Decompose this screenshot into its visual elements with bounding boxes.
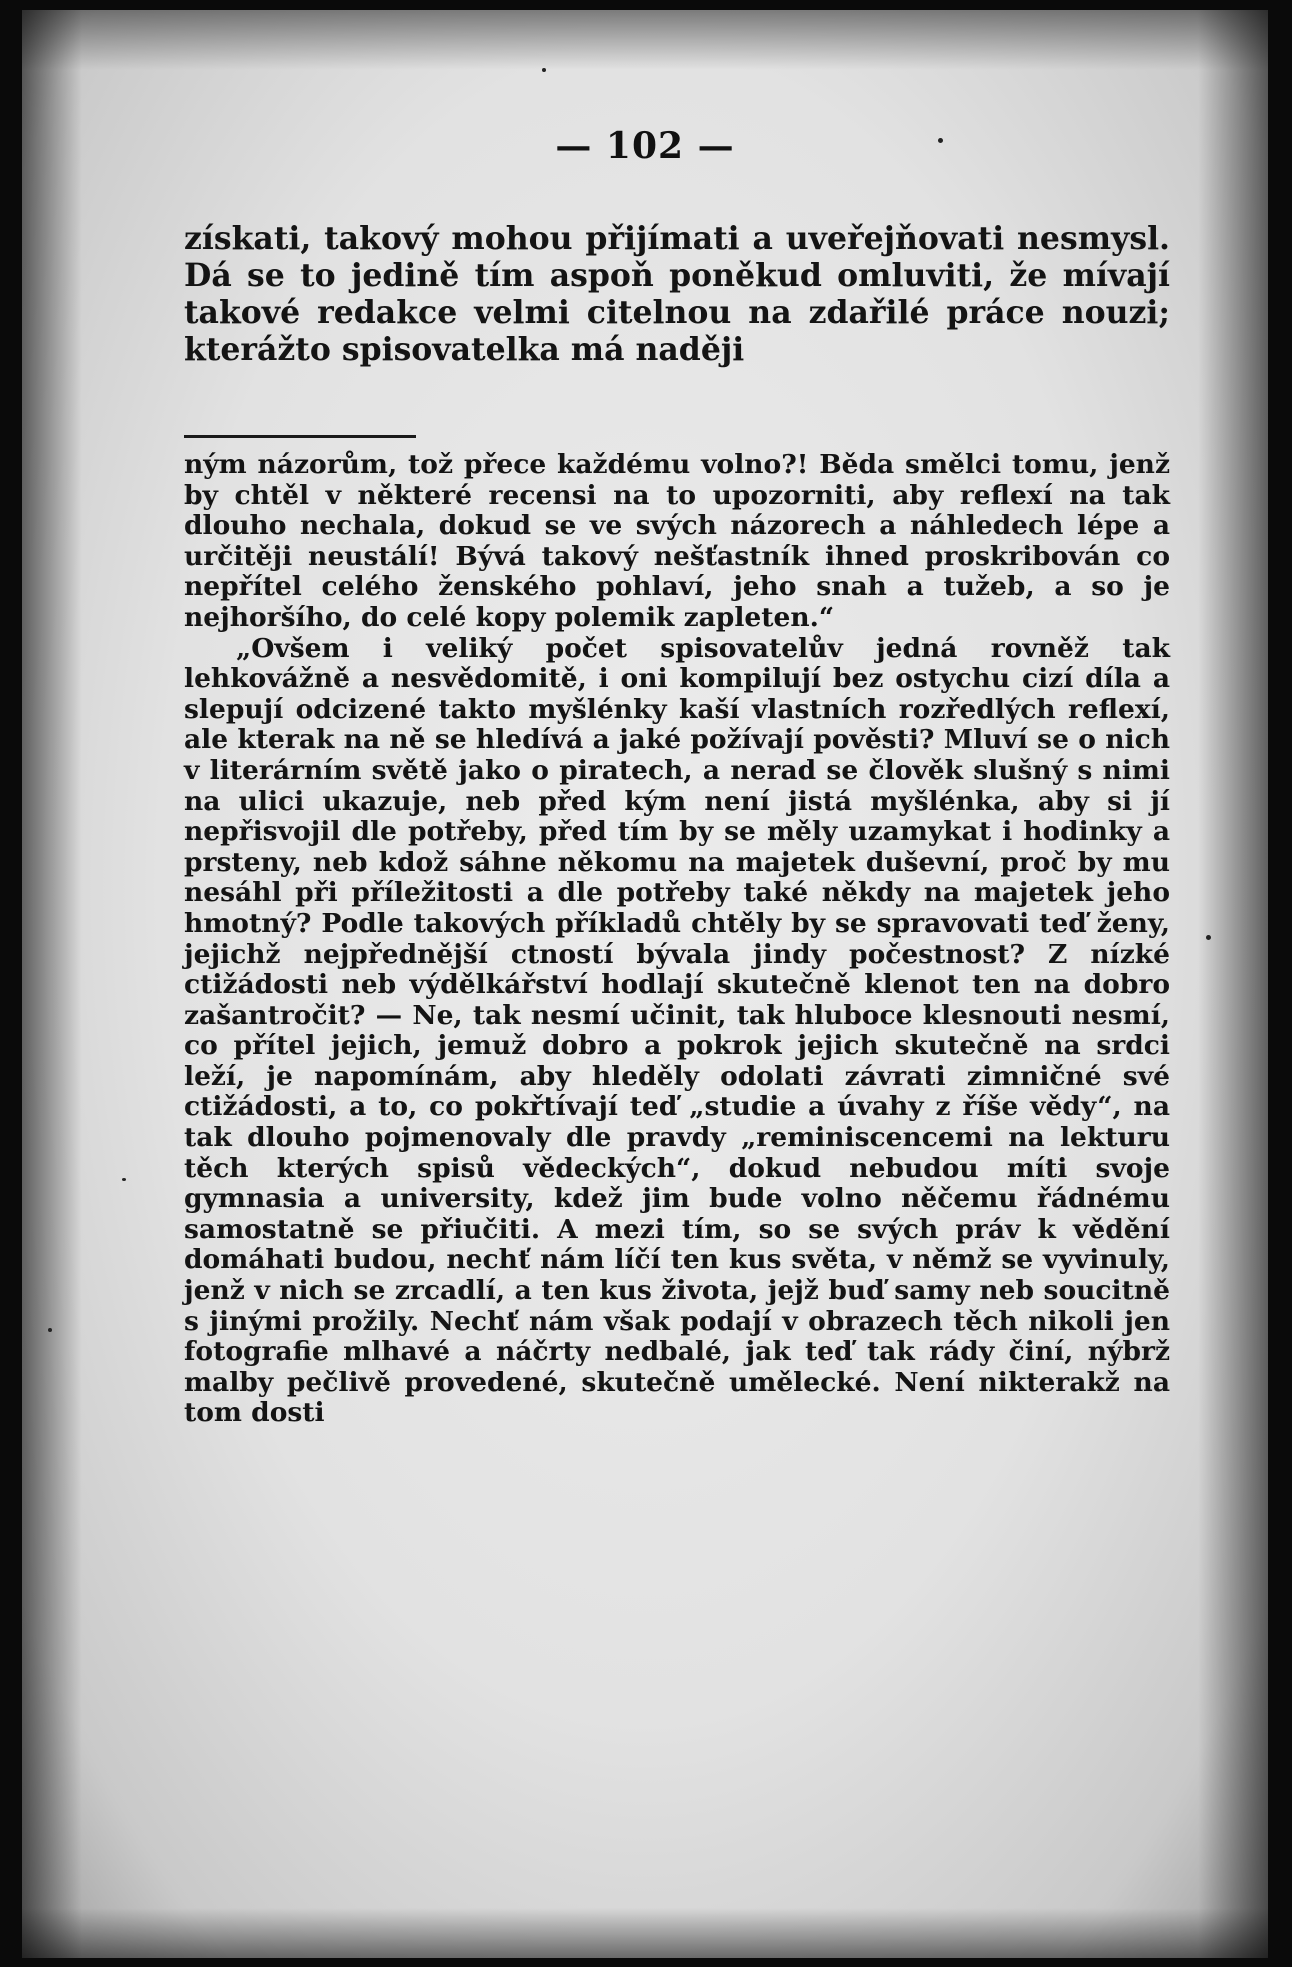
ink-speck bbox=[938, 138, 943, 143]
ink-speck bbox=[542, 68, 546, 72]
book-page bbox=[22, 10, 1268, 1958]
page-shadow-left bbox=[22, 10, 82, 1958]
page-shadow-bottom bbox=[22, 1908, 1268, 1958]
page-shadow-right bbox=[1198, 10, 1268, 1958]
footnote-paragraph: „Ovšem i veliký počet spisovatelův jedná rovněž tak lehkovážně a nesvědomitě, i oni kompilují bez ostychu cizí díla a slepují odcizené takto myšlénky kaší vlastních rozředlých reflexí, ale kterak na ně se hledívá a jaké požívají pověsti? Mluví se o nich v literárním světě jako o piratech, a nerad se člověk slušný s nimi na ulici ukazuje, neb před kým není jistá myšlénka, aby si jí nepřisvojil dle potřeby, před tím by se měly uzamykat i hodinky a prsteny, neb kdož sáhne někomu na majetek duševní, proč by mu nesáhl při příležitosti a dle potřeby také někdy na majetek jeho hmotný? Podle takových příkladů chtěly by se spravovati teď ženy, jejichž nejpřednější ctností bývala jindy počestnost? Z nízké ctižádosti neb výdělkářství hodlají skutečně klenot ten na dobro zašantročit? — Ne, tak nesmí učinit, tak hluboce klesnouti nesmí, co přítel jejich, jemuž dobro a pokrok jejich skutečně na srdci leží, je napomínám, aby hleděly odolati závrati zimničné své ctižádosti, a to, co pokřtívají teď „studie a úvahy z říše vědy“, na tak dlouho pojmenovaly dle pravdy „reminiscencemi na lekturu těch kterých spisů vědeckých“, dokud nebudou míti svoje gymnasia a university, kdež jim bude volno něčemu řádnému samostatně se přiučiti. A mezi tím, so se svých práv k vědění domáhati budou, nechť nám líčí ten kus světa, v němž se vyvinuly, jenž v nich se zrcadlí, a ten kus života, jejž buď samy neb soucitně s jinými prožily. Nechť nám však podají v obrazech těch nikoli jen fotografie mlhavé a náčrty nedbalé, jak teď tak rády činí, nýbrž malby pečlivě provedené, skutečně umělecké. Není nikterakž na tom dosti bbox=[184, 632, 1170, 1429]
page-shadow-top bbox=[22, 10, 1268, 70]
ink-speck bbox=[1206, 935, 1211, 940]
ink-speck bbox=[48, 1328, 52, 1332]
footnote-paragraph: ným názorům, tož přece každému volno?! Běda smělci tomu, jenž by chtěl v některé recensi na to upozorniti, aby reflexí na tak dlouho nechala, dokud se ve svých názorech a náhledech lépe a určitěji neustálí! Bývá takový nešťastník ihned proskribován co nepřítel celého ženského pohlaví, jeho snah a tužeb, a so je nejhoršího, do celé kopy polemik zapleten.“ bbox=[184, 449, 1170, 633]
footnote bbox=[184, 450, 1170, 1429]
ink-speck bbox=[122, 1178, 126, 1181]
page-number: — 102 — bbox=[555, 125, 735, 167]
footnote-divider bbox=[184, 435, 416, 438]
main-text: získati, takový mohou přijímati a uveřejňovati nesmysl. Dá se to jedině tím aspoň poněkud omluviti, že mívají takové redakce velmi citelnou na zdařilé práce nouzi; kterážto spisovatelka má naději bbox=[184, 220, 1170, 368]
